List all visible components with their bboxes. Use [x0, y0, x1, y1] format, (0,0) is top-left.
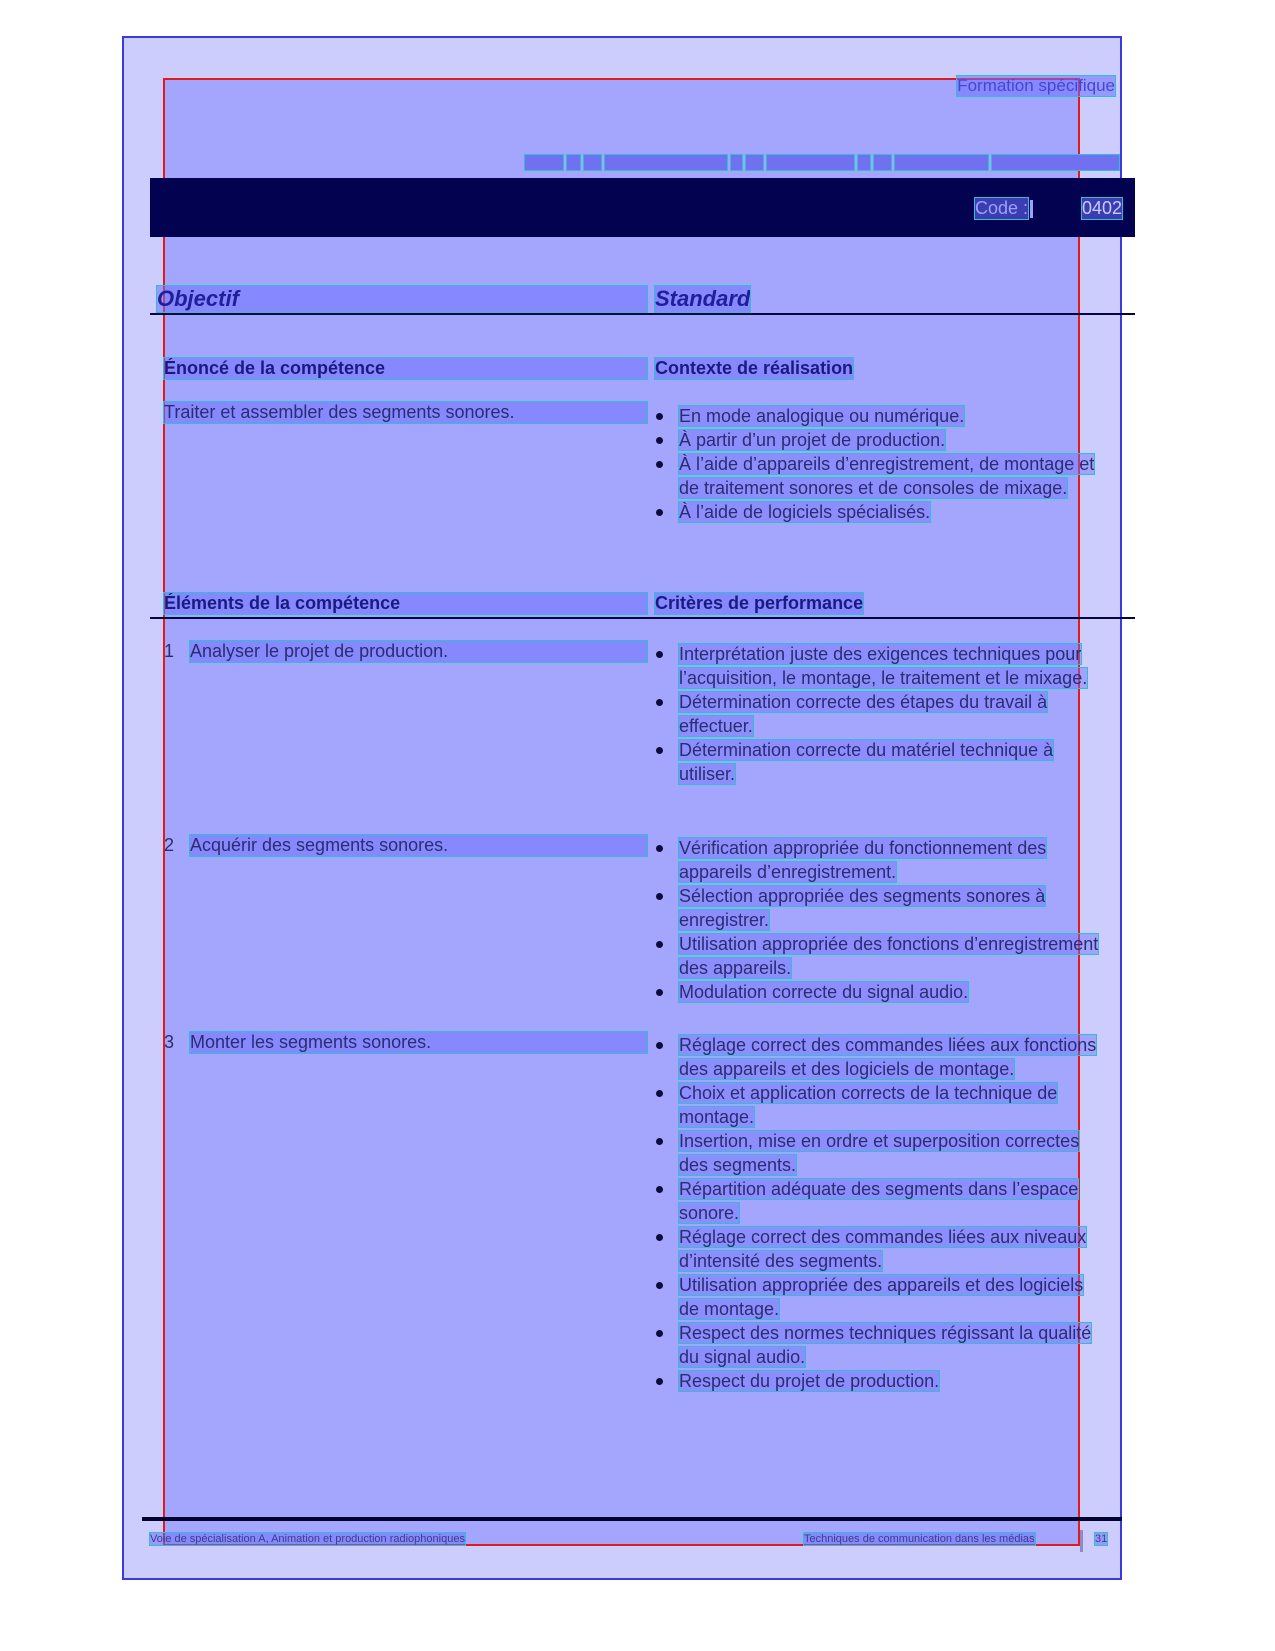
list-item: À partir d’un projet de production.	[656, 428, 1104, 452]
list-item: Réglage correct des commandes liées aux niveaux d’intensité des segments.	[656, 1225, 1104, 1273]
footer-mark	[1080, 1530, 1083, 1552]
title-block	[731, 155, 742, 170]
competence-text: Traiter et assembler des segments sonores.	[164, 402, 647, 423]
page-number: 31	[1095, 1533, 1108, 1545]
list-item: Modulation correcte du signal audio.	[656, 980, 1104, 1004]
list-item: Répartition adéquate des segments dans l’espace sonore.	[656, 1177, 1104, 1225]
title-block	[567, 155, 580, 170]
code-value: 0402	[1082, 198, 1123, 218]
element-text: Monter les segments sonores.	[190, 1032, 647, 1053]
title-redacted-bar	[525, 155, 1119, 170]
list-item: Utilisation appropriée des fonctions d’enregistrement des appareils.	[656, 932, 1104, 980]
footer-rule	[142, 1517, 1122, 1521]
list-item: Vérification appropriée du fonctionnement des appareils d’enregistrement.	[656, 836, 1104, 884]
criteria-list	[656, 836, 1104, 1004]
code-label: Code :	[975, 198, 1029, 218]
list-item: À l’aide d’appareils d’enregistrement, de montage et de traitement sonores et de consoles de mixage.	[656, 452, 1104, 500]
list-item: Détermination correcte des étapes du travail à effectuer.	[656, 690, 1104, 738]
title-block	[874, 155, 891, 170]
criteria-list	[656, 1033, 1104, 1393]
list-item: Sélection appropriée des segments sonores à enregistrer.	[656, 884, 1104, 932]
title-block	[992, 155, 1119, 170]
element-text: Acquérir des segments sonores.	[190, 835, 647, 856]
title-block	[525, 155, 563, 170]
criteria-heading: Critères de performance	[655, 593, 864, 613]
list-item: Respect des normes techniques régissant la qualité du signal audio.	[656, 1321, 1104, 1369]
context-list	[656, 404, 1104, 524]
element-number: 3	[164, 1032, 175, 1052]
formation-label: Formation spécifique	[957, 76, 1115, 95]
standard-heading: Standard	[655, 286, 751, 311]
footer-left: Voie de spécialisation A, Animation et production radiophoniques	[150, 1533, 465, 1545]
element-text: Analyser le projet de production.	[190, 641, 647, 662]
list-item: Choix et application corrects de la technique de montage.	[656, 1081, 1104, 1129]
list-item: Utilisation appropriée des appareils et des logiciels de montage.	[656, 1273, 1104, 1321]
code-separator	[1030, 200, 1033, 218]
title-block	[746, 155, 763, 170]
title-block	[858, 155, 869, 170]
elements-rule	[150, 617, 1135, 619]
list-item: À l’aide de logiciels spécialisés.	[656, 500, 1104, 524]
list-item: Respect du projet de production.	[656, 1369, 1104, 1393]
header-rule	[150, 313, 1135, 315]
list-item: Réglage correct des commandes liées aux fonctions des appareils et des logiciels de montage.	[656, 1033, 1104, 1081]
competence-heading: Énoncé de la compétence	[164, 358, 647, 379]
elements-heading: Éléments de la compétence	[164, 593, 647, 614]
criteria-list	[656, 642, 1104, 786]
element-number: 1	[164, 641, 175, 661]
title-block	[584, 155, 601, 170]
element-number: 2	[164, 835, 175, 855]
list-item: Détermination correcte du matériel technique à utiliser.	[656, 738, 1104, 786]
title-block	[605, 155, 726, 170]
title-block	[895, 155, 988, 170]
list-item: En mode analogique ou numérique.	[656, 404, 1104, 428]
title-block	[767, 155, 854, 170]
list-item: Insertion, mise en ordre et superposition correctes des segments.	[656, 1129, 1104, 1177]
footer-right: Techniques de communication dans les médias	[804, 1533, 1035, 1545]
objective-heading: Objectif	[157, 286, 647, 312]
context-heading: Contexte de réalisation	[655, 358, 854, 378]
list-item: Interprétation juste des exigences techniques pour l’acquisition, le montage, le traitement et le mixage.	[656, 642, 1104, 690]
